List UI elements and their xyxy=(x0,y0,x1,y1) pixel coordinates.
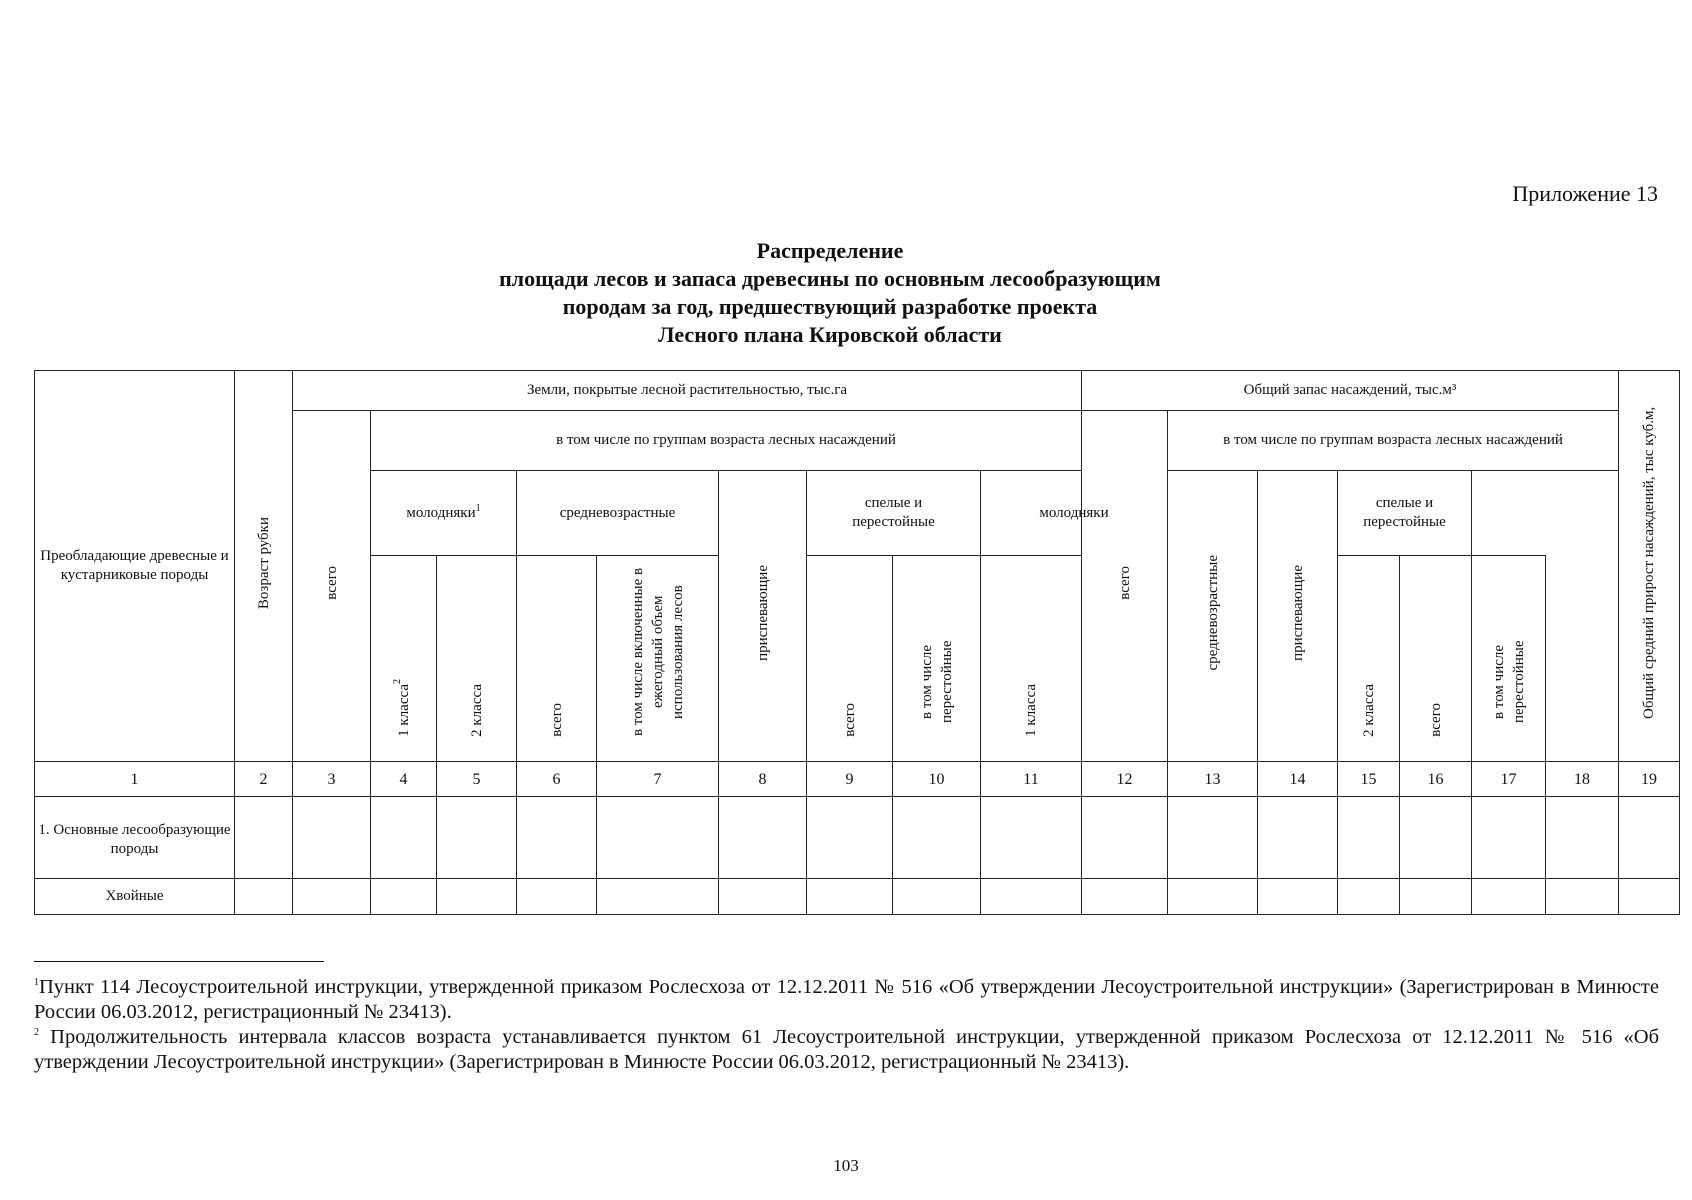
header-area-included-annual: в том числе включенные в ежегодный объем использования лесов xyxy=(597,556,719,762)
header-stock-young: молодняки xyxy=(981,471,1168,556)
header-area-mature-total: всего xyxy=(807,556,893,762)
column-number: 1 xyxy=(35,762,235,797)
distribution-table xyxy=(34,370,1680,915)
header-stock-incl-overmature: в том числе перестойные xyxy=(1472,556,1546,762)
table-cell xyxy=(893,797,981,879)
table-cell xyxy=(981,797,1082,879)
table-cell xyxy=(371,879,437,915)
column-number: 10 xyxy=(893,762,981,797)
header-area-total: всего xyxy=(293,411,371,762)
title-line-2: площади лесов и запаса древесины по основным лесообразующим xyxy=(499,266,1161,291)
header-area-mature: спелые и перестойные xyxy=(807,471,981,556)
header-avg-increment: Общий средний прирост насаждений, тыс куб.м, xyxy=(1619,371,1680,762)
column-number: 16 xyxy=(1400,762,1472,797)
header-stock-group: Общий запас насаждений, тыс.м³ xyxy=(1082,371,1619,411)
column-number: 5 xyxy=(437,762,517,797)
table-cell xyxy=(1338,879,1400,915)
table-cell xyxy=(807,797,893,879)
header-area-group: Земли, покрытые лесной растительностью, тыс.га xyxy=(293,371,1082,411)
table-cell xyxy=(293,797,371,879)
table-row xyxy=(35,879,1680,915)
header-stock-by-age: в том числе по группам возраста лесных насаждений xyxy=(1168,411,1619,471)
table-cell xyxy=(1619,797,1680,879)
column-number: 9 xyxy=(807,762,893,797)
header-area-incl-overmature: в том числе перестойные xyxy=(893,556,981,762)
table-cell xyxy=(597,797,719,879)
table-cell xyxy=(437,797,517,879)
header-area-by-age: в том числе по группам возраста лесных насаждений xyxy=(371,411,1082,471)
table-cell xyxy=(1546,879,1619,915)
table-cell xyxy=(371,797,437,879)
table-cell xyxy=(293,879,371,915)
column-number: 19 xyxy=(1619,762,1680,797)
table-cell xyxy=(1619,879,1680,915)
table-row xyxy=(35,797,1680,879)
table-cell xyxy=(719,879,807,915)
header-area-young: молодняки$^1$ xyxy=(371,471,517,556)
header-stock-mature: спелые и перестойные xyxy=(1338,471,1472,556)
table-cell xyxy=(1400,797,1472,879)
footnote-divider xyxy=(34,961,324,962)
header-area-class1: 1 класса$^2$ xyxy=(371,556,437,762)
footnotes xyxy=(34,975,1659,1075)
header-area-middle-total: всего xyxy=(517,556,597,762)
table-cell xyxy=(719,797,807,879)
table-cell xyxy=(1400,879,1472,915)
column-number: 14 xyxy=(1258,762,1338,797)
table-cell xyxy=(1082,797,1168,879)
column-number: 7 xyxy=(597,762,719,797)
table-cell xyxy=(1258,797,1338,879)
table-cell xyxy=(1472,879,1546,915)
table-cell xyxy=(1258,879,1338,915)
title-line-3: породам за год, предшествующий разработке проекта xyxy=(562,294,1098,319)
column-number: 2 xyxy=(235,762,293,797)
table-cell xyxy=(1168,797,1258,879)
header-species: Преобладающие древесные и кустарниковые породы xyxy=(35,371,235,762)
header-stock-middle-aged: средневозрастные xyxy=(1168,471,1258,762)
header-stock-maturing: приспевающие xyxy=(1258,471,1338,762)
title-line-4: Лесного плана Кировской области xyxy=(658,322,1002,347)
column-number-row xyxy=(35,762,1680,797)
row-label-main-species: 1. Основные лесообразующие породы xyxy=(35,797,235,879)
header-stock-mature-total: всего xyxy=(1400,556,1472,762)
column-number: 18 xyxy=(1546,762,1619,797)
table-cell xyxy=(1472,797,1546,879)
header-stock-total: всего xyxy=(1082,411,1168,762)
column-number: 6 xyxy=(517,762,597,797)
table-cell xyxy=(1546,797,1619,879)
row-label-conifers: Хвойные xyxy=(35,879,235,915)
header-area-maturing: приспевающие xyxy=(719,471,807,762)
column-number: 8 xyxy=(719,762,807,797)
document-title xyxy=(470,237,1190,349)
header-stock-class2: 2 класса xyxy=(1338,556,1400,762)
table-cell xyxy=(1082,879,1168,915)
footnote-1: $^1$Пункт 114 Лесоустроительной инструкции, утвержденной приказом Рослесхоза от 12.12.2011 № 516 «Об утверждении Лесоустроительной инструкции» (Зарегистрирован в Минюсте России 06.03.2012, регистрационный № 23413). xyxy=(34,976,1659,1023)
column-number: 12 xyxy=(1082,762,1168,797)
column-number: 15 xyxy=(1338,762,1400,797)
column-number: 17 xyxy=(1472,762,1546,797)
column-number: 4 xyxy=(371,762,437,797)
table-cell xyxy=(597,879,719,915)
title-line-1: Распределение xyxy=(756,238,904,263)
table-cell xyxy=(517,879,597,915)
header-cutting-age: Возраст рубки xyxy=(235,371,293,762)
header-stock-class1: 1 класса xyxy=(981,556,1082,762)
table-cell xyxy=(1168,879,1258,915)
column-number: 11 xyxy=(981,762,1082,797)
table-cell xyxy=(437,879,517,915)
table-cell xyxy=(981,879,1082,915)
table-cell xyxy=(235,879,293,915)
table-cell xyxy=(517,797,597,879)
table-cell xyxy=(235,797,293,879)
table-cell xyxy=(807,879,893,915)
column-number: 13 xyxy=(1168,762,1258,797)
header-area-class2: 2 класса xyxy=(437,556,517,762)
appendix-label: Приложение 13 xyxy=(1512,181,1658,206)
page-number: 103 xyxy=(833,1156,859,1175)
footnote-2: $^2$ Продолжительность интервала классов возраста устанавливается пунктом 61 Лесоустроительной инструкции, утвержденной приказом Рослесхоза от 12.12.2011 № 516 «Об утверждении Лесоустроительной инструкции» (Зарегистрирован в Минюсте России 06.03.2012, регистрационный № 23413). xyxy=(34,1026,1659,1073)
column-number: 3 xyxy=(293,762,371,797)
table-cell xyxy=(893,879,981,915)
table-cell xyxy=(1338,797,1400,879)
header-area-middle-aged: средневозрастные xyxy=(517,471,719,556)
